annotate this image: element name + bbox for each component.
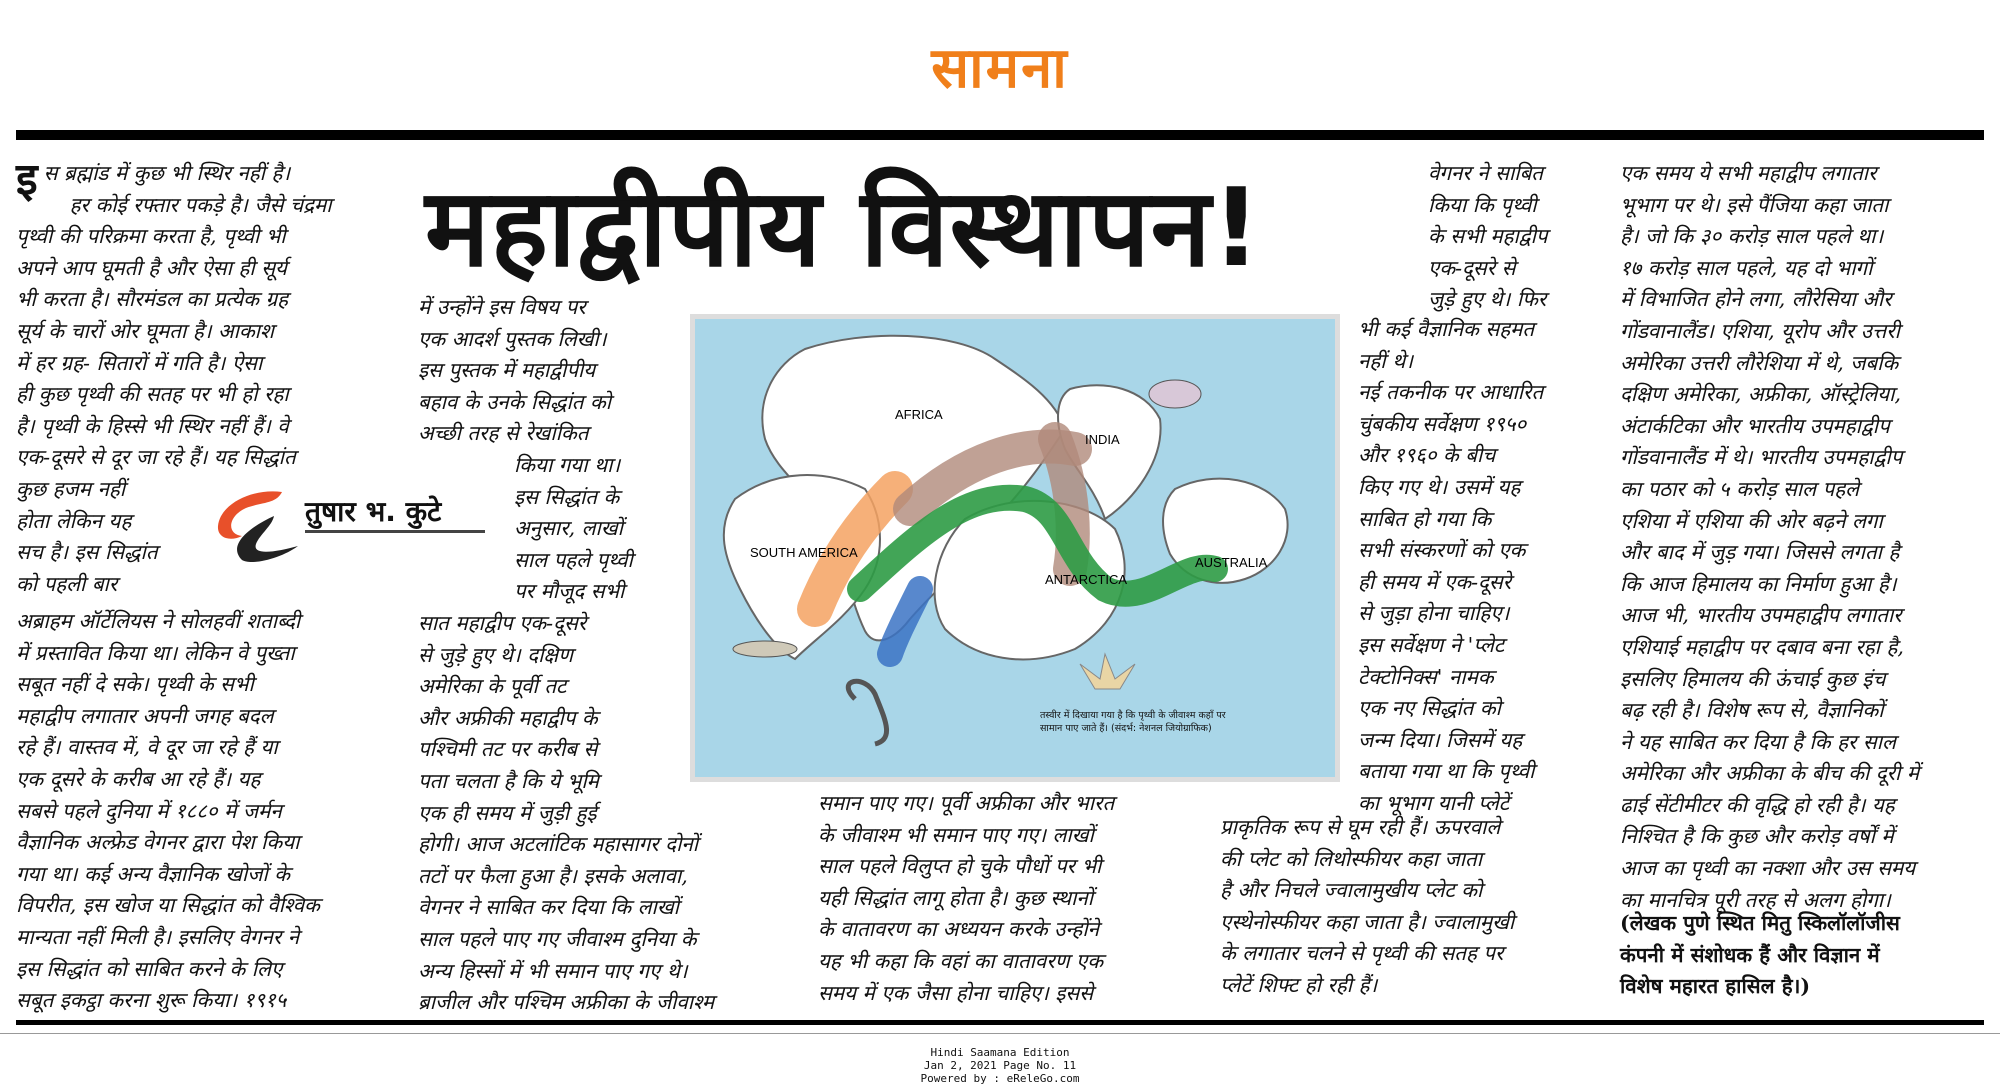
col2-mid-text: किया गया था। इस सिद्धांत के अनुसार, लाखों साल पहले पृथ्वी पर मौजूद सभी [514,453,633,604]
footer-date: Jan 2, 2021 Page No. 11 [923,1059,1077,1072]
author-logo-icon [212,486,302,570]
headline: महाद्वीपीय विस्थापन! [425,166,1262,291]
col4-mid-text: भी कई वैज्ञानिक सहमत नहीं थे। नई तकनीक पर आधारित चुंबकीय सर्वेक्षण १९५० और १९६० के बीच किए गए थे। उसमें यह साबित हो गया कि सभी संस्करणों को एक ही समय में एक-दूसरे से जुड़ा होना चाहिए। इस सर्वेक्षण ने 'प्लेट टेक्टोनिक्स' नामक एक नए सिद्धांत को जन्म दिया। जिसमें यह बताया गया था कि पृथ्वी का भूभाग यानी प्लेटें [1358,317,1544,815]
col4-bottom-text: प्राकृतिक रूप से घूम रही हैं। ऊपरवाले की प्लेट को लिथोस्फीयर कहा जाता है और निचले ज्वालामुखीय प्लेट को एस्थेनोस्फीयर कहा जाता है। ज्वालामुखी के लगातार चलने से पृथ्वी की सतह पर प्लेटें शिफ्ट हो रही हैं। [1220,815,1515,997]
label-africa: AFRICA [895,407,943,422]
pangaea-fossil-map [690,314,1340,782]
col1-bottom-text: अब्राहम ऑर्टेलियस ने सोलहवीं शताब्दी में प्रस्तावित किया था। लेकिन वे पुख्ता सबूत नहीं दे सके। पृथ्वी के सभी महाद्वीप लगातार अपनी जगह बदल रहे हैं। वास्तव में, वे दूर जा रहे हैं या एक दूसरे के करीब आ रहे हैं। यह सबसे पहले दुनिया में १८८० में जर्मन वैज्ञानिक अल्फ्रेड वेगनर द्वारा पेश किया गया था। कई अन्य वैज्ञानिक खोजों के विपरीत, इस खोज या सिद्धांत को वैश्विक मान्यता नहीं मिली है। इसलिए वेगनर ने इस सिद्धांत को साबित करने के लिए सबूत इकट्ठा करना शुरू किया। १९१५ [16,609,320,1013]
col4-top-text: वेगनर ने साबित किया कि पृथ्वी के सभी महाद्वीप एक-दूसरे से जुड़े हुए थे। फिर [1428,161,1548,312]
col1-top-text: स ब्रह्मांड में कुछ भी स्थिर नहीं है। हर कोई रफ्तार पकड़े है। जैसे चंद्रमा पृथ्वी की परिक्रमा करता है, पृथ्वी भी अपने आप घूमती है और ऐसा ही सूर्य भी करता है। सौरमंडल का प्रत्येक ग्रह सूर्य के चारों ओर घूमता है। आकाश में हर ग्रह- सितारों में गति है। ऐसा ही कुछ पृथ्वी की सतह पर भी हो रहा है। पृथ्वी के हिस्से भी स्थिर नहीं हैं। वे एक-दूसरे से दूर जा रहे हैं। यह सिद्धांत कुछ हजम नहीं होता लेकिन यह सच है। इस सिद्धांत को पहली बार [16,161,332,596]
col5-text: एक समय ये सभी महाद्वीप लगातार भूभाग पर थे। इसे पैंजिया कहा जाता है। जो कि ३० करोड़ साल पहले था। १७ करोड़ साल पहले, यह दो भागों में विभाजित होने लगा, लौरेसिया और गोंडवानालैंड। एशिया, यूरोप और उत्तरी अमेरिका उत्तरी लौरेशिया में थे, जबकि दक्षिण अमेरिका, अफ्रीका, ऑस्ट्रेलिया, अंटार्कटिका और भारतीय उपमहाद्वीप गोंडवानालैंड में थे। भारतीय उपमहाद्वीप का पठार को ५ करोड़ साल पहले एशिया में एशिया की ओर बढ़ने लगा और बाद में जुड़ गया। जिससे लगता है कि आज हिमालय का निर्माण हुआ है। आज भी, भारतीय उपमहाद्वीप लगातार एशियाई महाद्वीप पर दबाव बना रहा है, इसलिए हिमालय की ऊंचाई कुछ इंच बढ़ रही है। विशेष रूप से, वैज्ञानिकों ने यह साबित कर दिया है कि हर साल अमेरिका और अफ्रीका के बीच की दूरी में ढाई सेंटीमीटर की वृद्धि हो रही है। यह निश्चित है कि कुछ और करोड़ वर्षों में आज का पृथ्वी का नक्शा और उस समय का मानचित्र पूरी तरह से अलग होगा। [1620,161,1920,912]
map-caption: तस्वीर में दिखाया गया है कि पृथ्वी के जीवाश्म कहाँ पर सामान पाए जाते हैं। (संदर्भ: नेशनल जियोग्राफिक) [1040,710,1226,734]
col2-top-text: में उन्होंने इस विषय पर एक आदर्श पुस्तक लिखी। इस पुस्तक में महाद्वीपीय बहाव के उनके सिद्धांत को अच्छी तरह से रेखांकित [418,295,612,446]
footer-powered[interactable]: Powered by : eReleGo.com [920,1072,1080,1085]
author-byline: तुषार भ. कुटे [305,495,442,528]
footer-divider [0,1033,2000,1034]
label-australia: AUSTRALIA [1195,555,1268,570]
author-note: (लेखक पुणे स्थित मितु स्किलॉलॉजीस कंपनी में संशोधक हैं और विज्ञान में विशेष महारत हासिल है।) [1620,911,1900,999]
bottom-rule [16,1020,1984,1025]
masthead-logo: सामना [931,36,1069,101]
label-south-america: SOUTH AMERICA [750,545,858,560]
label-india: INDIA [1085,432,1120,447]
col3-bottom-text: समान पाए गए। पूर्वी अफ्रीका और भारत के जीवाश्म भी समान पाए गए। लाखों साल पहले विलुप्त हो चुके पौधों पर भी यही सिद्धांत लागू होता है। कुछ स्थानों के वातावरण का अध्ययन करके उन्होंने यह भी कहा कि वहां का वातावरण एक समय में एक जैसा होना चाहिए। इससे [818,791,1115,1005]
byline-underline [305,530,485,533]
footer [0,1046,2000,1085]
top-rule [16,130,1984,140]
label-antarctica: ANTARCTICA [1045,572,1128,587]
col2-bottom-text: सात महाद्वीप एक-दूसरे से जुड़े हुए थे। दक्षिण अमेरिका के पूर्वी तट और अफ्रीकी महाद्वीप के पश्चिमी तट पर करीब से पता चलता है कि ये भूमि एक ही समय में जुड़ी हुई होगी। आज अटलांटिक महासागर दोनों तटों पर फैला हुआ है। इसके अलावा, वेगनर ने साबित कर दिया कि लाखों साल पहले पाए गए जीवाश्म दुनिया के अन्य हिस्सों में भी समान पाए गए थे। ब्राजील और पश्चिम अफ्रीका के जीवाश्म [418,611,715,1015]
drop-cap: इ [16,154,38,205]
footer-edition: Hindi Saamana Edition [930,1046,1070,1059]
